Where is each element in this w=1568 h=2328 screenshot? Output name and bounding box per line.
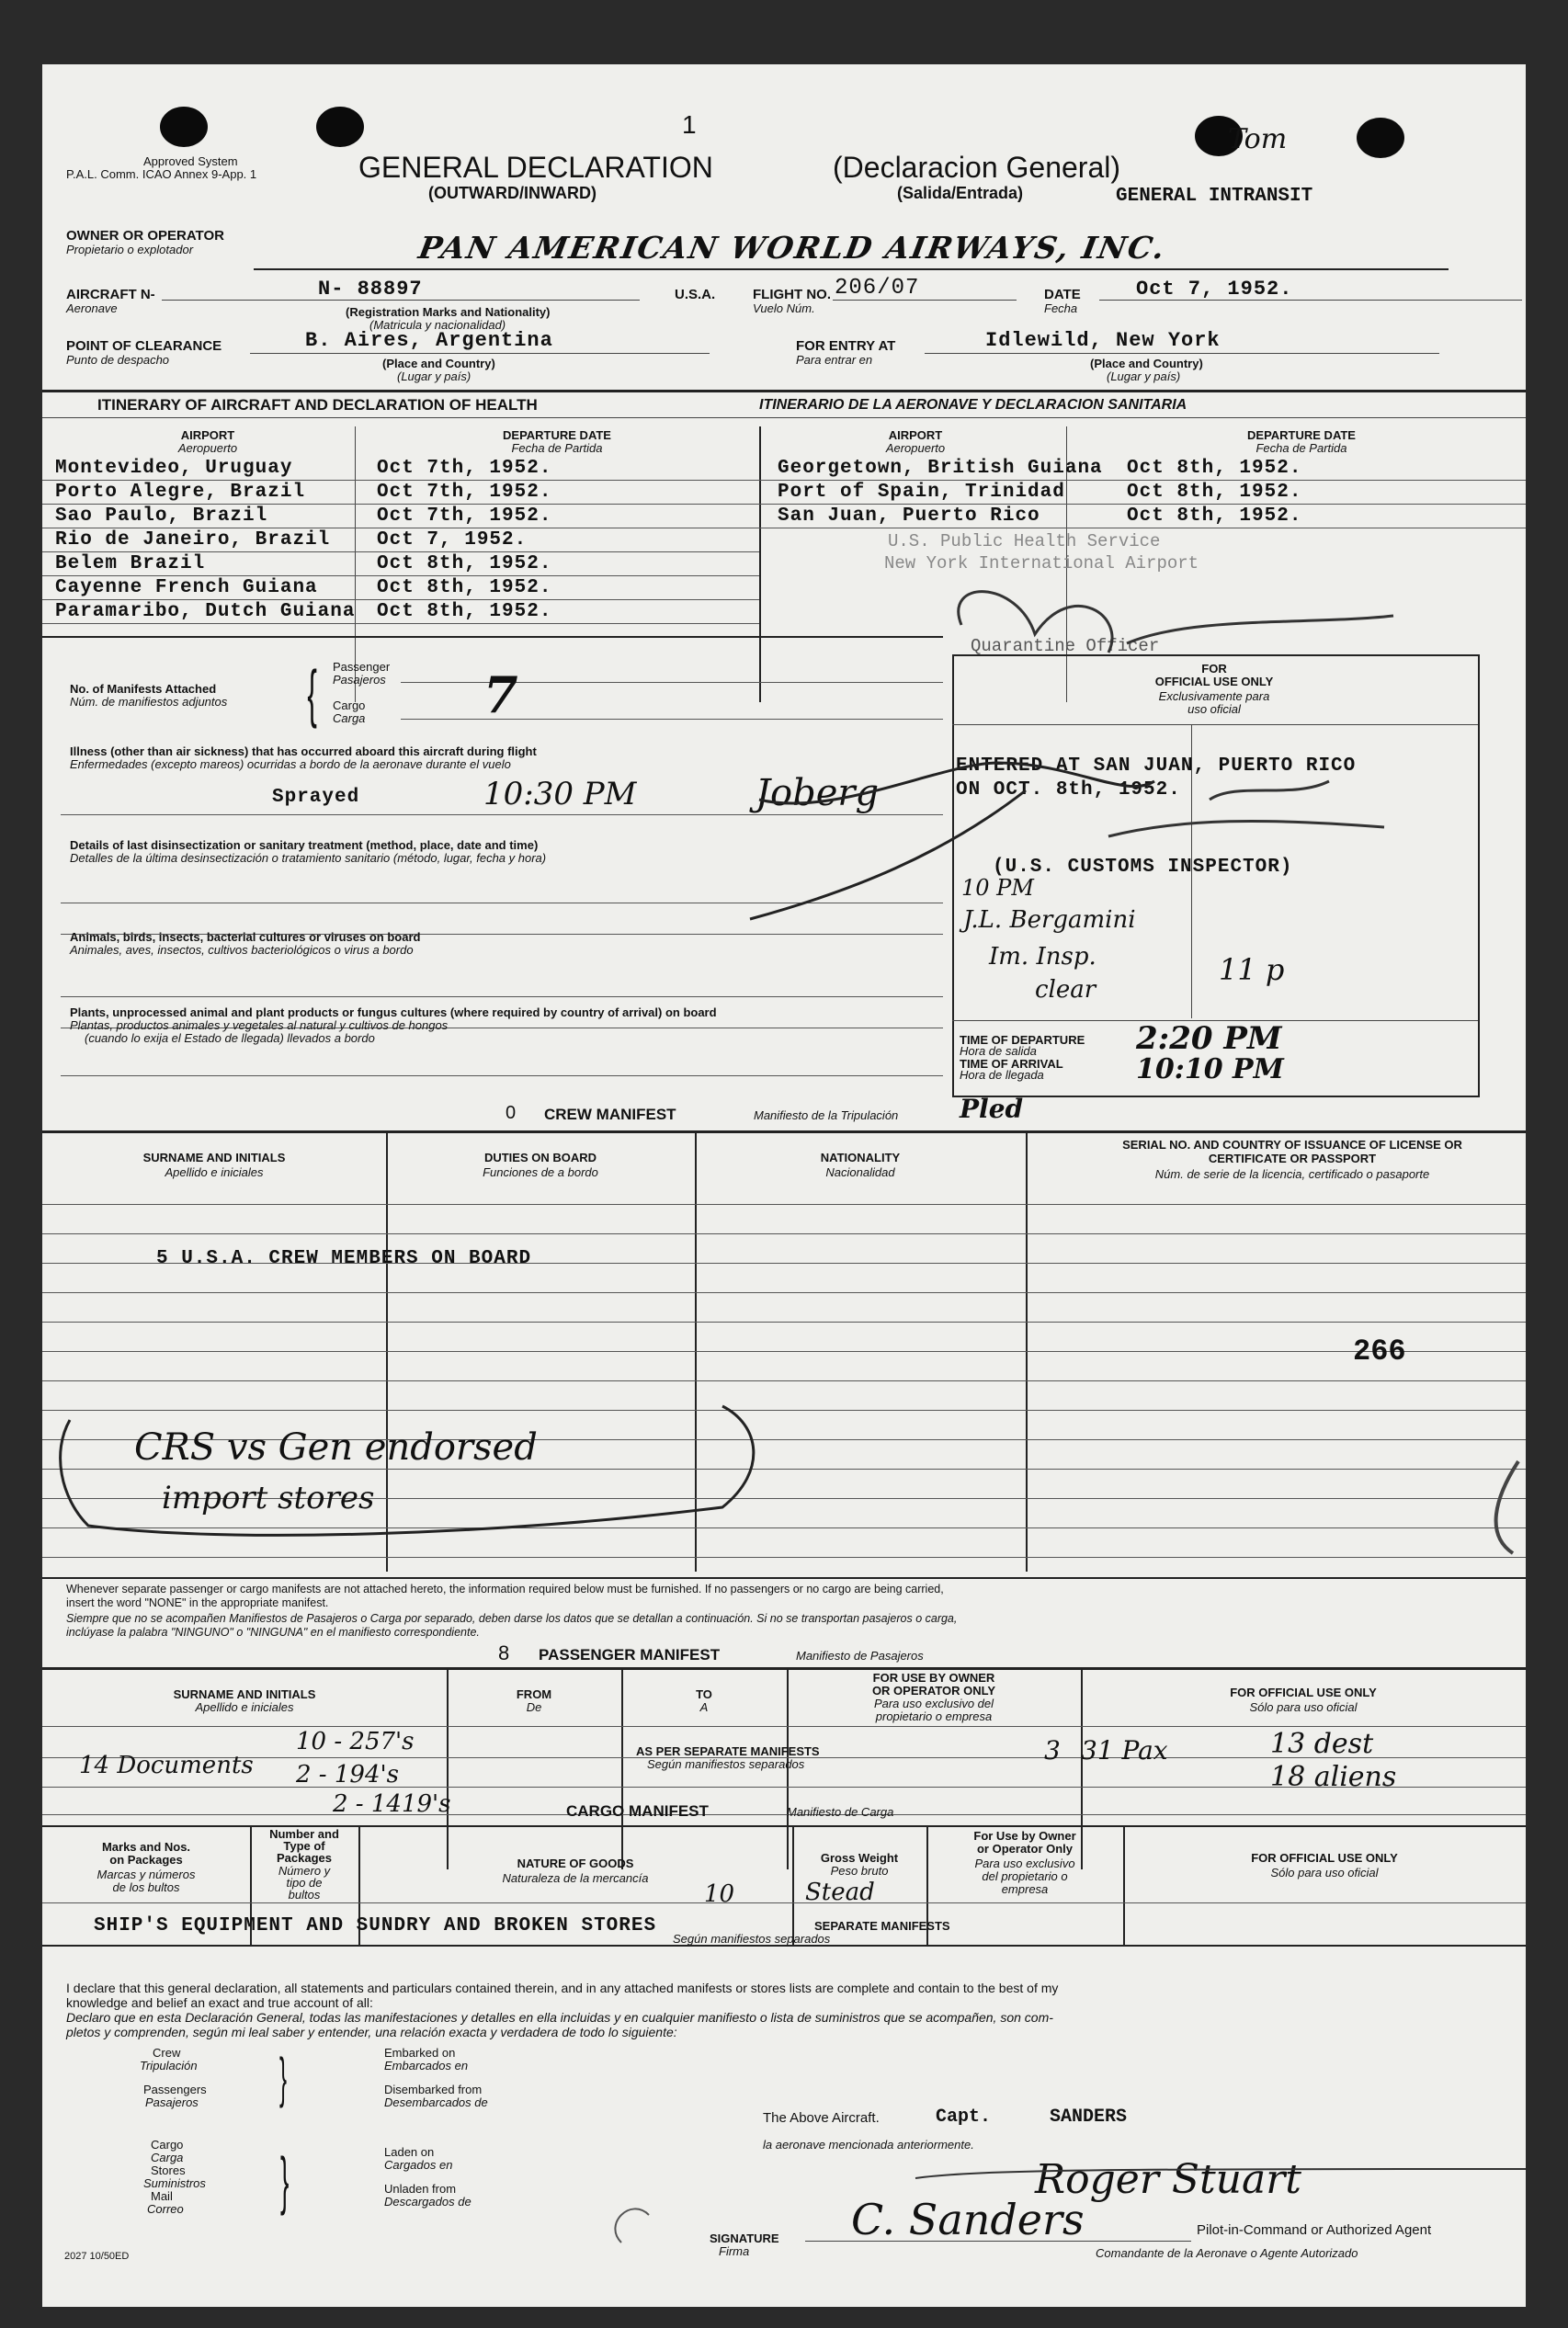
general-intransit: GENERAL INTRANSIT <box>1116 186 1313 207</box>
entered-on-stamp: ON OCT. 8th, 1952. <box>956 779 1181 801</box>
passenger-col-official-es: Sólo para uso oficial <box>1249 1700 1358 1714</box>
sprayed-note: Sprayed <box>272 787 360 808</box>
entry-point: Idlewild, New York <box>985 329 1221 352</box>
cargo-col-marks-es-2: de los bultos <box>112 1880 180 1894</box>
itinerary-right-date-3: Oct 8th, 1952. <box>1127 505 1302 527</box>
official-title-es-1: Exclusivamente para <box>1158 689 1270 703</box>
departure-time-label: TIME OF DEPARTURE <box>960 1033 1085 1047</box>
itinerary-left-airport-6: Cayenne French Guiana <box>55 577 318 598</box>
flight-no-label-es: Vuelo Núm. <box>753 301 815 315</box>
cargo-col-weight: Gross Weight <box>820 1851 899 1865</box>
passenger-col-owner-2: OR OPERATOR ONLY <box>871 1684 996 1698</box>
cargo-col-marks-es-1: Marcas y números <box>97 1868 196 1881</box>
cargo-col-owner-es-2: del propietario o <box>982 1869 1068 1883</box>
ink-strokes <box>42 64 1526 2307</box>
itinerary-left-airport-4: Rio de Janeiro, Brazil <box>55 529 331 551</box>
passenger-hand-3: 2 - 194's <box>296 1761 399 1789</box>
official-hand-note-5: 11 p <box>1219 952 1285 987</box>
crew-manifest-title: CREW MANIFEST <box>544 1106 676 1123</box>
itinerary-right-date-2: Oct 8th, 1952. <box>1127 482 1302 503</box>
customs-inspector-stamp: (U.S. CUSTOMS INSPECTOR) <box>993 857 1293 878</box>
itinerary-left-date-1: Oct 7th, 1952. <box>377 458 552 479</box>
official-title-1: FOR <box>1201 662 1227 676</box>
crew-hand-note-1: CRS vs Gen endorsed <box>134 1426 538 1469</box>
disinsect-label-es: Detalles de la última desinsectización o tratamiento sanitario (método, lugar, fecha y hora) <box>70 851 547 865</box>
manifests-label-es: Núm. de manifiestos adjuntos <box>70 695 228 709</box>
cargo-manifest-title-es: Manifiesto de Carga <box>787 1805 894 1819</box>
passenger-col-surname: SURNAME AND INITIALS <box>173 1687 316 1701</box>
departure-time-label-es: Hora de salida <box>960 1044 1037 1058</box>
page-title-sub: (OUTWARD/INWARD) <box>428 184 597 202</box>
itinerary-right-date-1: Oct 8th, 1952. <box>1127 458 1302 479</box>
airport-col-label: AIRPORT <box>180 428 235 442</box>
point-of-clearance-label-es: Punto de despacho <box>66 353 170 367</box>
airport-col-label-right-es: Aeropuerto <box>885 441 946 455</box>
cargo-col-owner-es-1: Para uso exclusivo <box>974 1857 1075 1870</box>
departure-col-label: DEPARTURE DATE <box>503 428 611 442</box>
animals-label-es: Animales, aves, insectos, cultivos bacteriológicos o virus a bordo <box>70 943 414 957</box>
passenger-label: Passenger <box>333 660 391 674</box>
decl-unladen-es: Descargados de <box>384 2195 472 2209</box>
entry-label-es: Para entrar en <box>796 353 873 367</box>
passenger-col-owner-es-2: propietario o empresa <box>875 1709 993 1723</box>
signature-sanders: C. Sanders <box>851 2195 1085 2244</box>
decl-disembarked: Disembarked from <box>384 2083 483 2096</box>
page-title-es: (Declaracion General) <box>833 151 1121 184</box>
itinerary-left-airport-3: Sao Paulo, Brazil <box>55 505 268 527</box>
signature-roger-stuart: Roger Stuart <box>1035 2156 1301 2203</box>
cargo-col-official: FOR OFFICIAL USE ONLY <box>1251 1851 1398 1865</box>
decl-stores-es: Suministros <box>143 2176 206 2190</box>
arrival-time: 10:10 PM <box>1136 1053 1284 1085</box>
disinsect-label: Details of last disinsectization or sanitary treatment (method, place, date and time) <box>70 838 539 852</box>
cargo-col-owner-es-3: empresa <box>1001 1882 1049 1896</box>
captain-name: SANDERS <box>1050 2107 1128 2128</box>
decl-embarked-es: Embarcados en <box>384 2059 469 2072</box>
cargo-typed-entry: SHIP'S EQUIPMENT AND SUNDRY AND BROKEN STORES <box>94 1915 657 1936</box>
entry-label: FOR ENTRY AT <box>796 338 896 354</box>
health-stamp-line-2: New York International Airport <box>884 553 1199 573</box>
official-hand-note-1: 10 PM <box>961 875 1034 901</box>
owner-value: PAN AMERICAN WORLD AIRWAYS, INC. <box>415 230 1169 266</box>
cargo-col-marks-2: on Packages <box>109 1853 183 1867</box>
page-title: GENERAL DECLARATION <box>358 151 713 184</box>
entry-place-caption: (Place and Country) <box>1090 357 1203 370</box>
decl-mail-es: Correo <box>147 2202 184 2216</box>
crew-col-duties-es: Funciones de a bordo <box>483 1165 598 1179</box>
declaration-text-1: I declare that this general declaration, all statements and particulars contained therein, and in any attached manifests or stores lists are complete and contain to the best of my <box>66 1981 1059 1995</box>
notice-line-4: inclúyase la palabra "NINGUNO" o "NINGUNA" en el manifiesto correspondiente. <box>66 1626 480 1639</box>
itinerary-left-date-4: Oct 7, 1952. <box>377 529 528 551</box>
passenger-col-surname-es: Apellido e iniciales <box>195 1700 294 1714</box>
itinerary-left-date-2: Oct 7th, 1952. <box>377 482 552 503</box>
aircraft-label: AIRCRAFT N- <box>66 287 155 302</box>
approved-system-label: Approved System <box>143 154 238 168</box>
plants-label-es: Plantas, productos animales y vegetales al natural y cultivos de hongos <box>70 1018 449 1032</box>
manifests-label: No. of Manifests Attached <box>70 682 217 696</box>
crew-col-serial-es: Núm. de serie de la licencia, certificado o pasaporte <box>1154 1167 1430 1181</box>
usa-label: U.S.A. <box>675 287 716 302</box>
cargo-col-number-2: Type of <box>283 1839 325 1853</box>
cargo-col-owner-1: For Use by Owner <box>973 1829 1076 1843</box>
approved-annex-label: P.A.L. Comm. ICAO Annex 9-App. 1 <box>66 167 257 181</box>
itinerary-right-airport-2: Port of Spain, Trinidad <box>778 482 1065 503</box>
passenger-pax: 31 Pax <box>1081 1735 1168 1766</box>
decl-disembarked-es: Desembarcados de <box>384 2095 488 2109</box>
itinerary-left-date-3: Oct 7th, 1952. <box>377 505 552 527</box>
itinerary-left-date-5: Oct 8th, 1952. <box>377 553 552 574</box>
itinerary-right-airport-1: Georgetown, British Guiana <box>778 458 1103 479</box>
place-caption-es: (Lugar y país) <box>397 369 472 383</box>
cargo-separate-tail-es: Según manifiestos separados <box>673 1932 831 1946</box>
health-stamp-line-1: U.S. Public Health Service <box>888 531 1161 551</box>
cargo-label-es: Carga <box>333 711 366 725</box>
general-declaration-form: 1 Approved System P.A.L. Comm. ICAO Annex 9-App. 1 GENERAL DECLARATION (OUTWARD/INWARD) (Declaracion General) (Salida/Entrada) GENERAL INTRANSIT Tom OWNER OR OPERATOR Propietario o explotador PAN AMERICAN WORLD AIRWAYS, INC. AIRCRAFT N- Aeronave N- 88897 (Registration Marks and Nationality) (Matricula y nacionalidad) U.S.A. FLIGHT NO. Vuelo Núm. 206/07 DATE Fecha Oct 7, 1952. POINT OF CLEARANCE Punto de despacho B. Aires, Argentina (Place and Country) (Lugar y país) FOR ENTRY AT Para entrar en Idlewild, New York (Place and Country) (Lugar y país) ITINERARY OF AIRCRAFT AND DECLARATION OF HEALTH ITINERARIO DE LA AERONAVE Y DECLARACION SANITARIA AIRPORT Aeropuerto DEPARTURE DATE Fecha de Partida AIRPORT Aeropuerto DEPARTURE DATE Fecha de Partida Montevideo, Uruguay Oct 7th, 1952. Porto Alegre, Brazil Oct 7th, 1952. Sao Paulo, Brazil Oct 7th, 1952. Rio de Janeiro, Brazil Oct 7, 1952. Belem Brazil Oct 8th, 1952. Cayenne French Guiana Oct 8th, 1952. Paramaribo, Dutch Guiana Oct 8th, 1952. Georgetown, British Guiana Oct 8th, 1952. Port of Spain, Trinidad Oct 8th, 1952. San Juan, Puerto Rico Oct 8th, 1952. U.S. Public Health Service New York International Airport Quarantine Officer No. of Manifests Attached Núm. de manifiestos adjuntos { Passenger Pasajeros Cargo Carga 7 Illness (other than air sickness) that has occurred aboard this aircraft during flight Enfermedades (excepto mareos) ocurridas a bordo de la aeronave durante el vuelo Sprayed 10:30 PM Joberg Details of last disinsectization or sanitary treatment (method, place, date and time) Detalles de la última desinsectización o tratamiento sanitario (método, lugar, fecha y hora) Animals, birds, insects, bacterial cultures or viruses on board Animales, aves, insectos, cultivos bacteriológicos o virus a bordo Plants, unprocessed animal and plant products or fungus cultures (where required by country of arrival) on board Plantas, productos animales y vegetales al natural y cultivos de hongos (cuando lo exija el Estado de llegada) llevados a bordo FOR OFFICIAL USE ONLY Exclusivamente para uso oficial ENTERED AT SAN JUAN, PUERTO RICO ON OCT. 8th, 1952. (U.S. CUSTOMS INSPECTOR) 10 PM J.L. Bergamini Im. Insp. clear 11 p TIME OF DEPARTURE Hora de salida TIME OF ARRIVAL Hora de llegada 2:20 PM 10:10 PM 0 CREW MANIFEST Manifiesto de la Tripulación Pled SURNAME AND INITIALS Apellido e iniciales DUTIES ON BOARD Funciones de a bordo NATIONALITY Nacionalidad SERIAL NO. AND COUNTRY OF ISSUANCE OF LICENSE OR CERTIFICATE OR PASSPORT Núm. de serie de la licencia, certificado o pasaporte 5 U.S.A. CREW MEMBERS ON BOARD 266 CRS vs Gen endorsed import stores Whenever separate passenger or cargo manifests are not attached hereto, the information required below must be furnished. If no passengers or no cargo are being carried, insert the word "NONE" in the appropriate manifest. Siempre que no se acompañen Manifiestos de Pasajeros o Carga por separado, deben darse los datos que se detallan a continuación. Si no se transportan pasajeros o carga, inclúyase la palabra "NINGUNO" o "NINGUNA" en el manifiesto correspondiente. 8 PASSENGER MANIFEST Manifiesto de Pasajeros SURNAME AND INITIALS Apellido e iniciales FROM De TO A FOR USE BY OWNER OR OPERATOR ONLY Para uso exclusivo del propietario o empresa FOR OFFICIAL USE ONLY Sólo para uso oficial 14 Documents 10 - 257's 2 - 194's 2 - 1419's AS PER SEPARATE MANIFESTS Según manifiestos separados 3 31 Pax 13 dest 18 aliens CARGO MANIFEST Manifiesto de Carga Marks and Nos. on Packages Marcas y números de los bultos Number and Type of Packages Número y tipo de bultos NATURE OF GOODS Naturaleza de la mercancía Gross Weight Peso bruto For Use by Owner or Operator Only Para uso exclusivo del propietario o empresa FOR OFFICIAL USE ONLY Sólo para uso oficial 10 Stead SHIP'S EQUIPMENT AND SUNDRY AND BROKEN STORES SEPARATE MANIFESTS Según manifiestos separados I declare that this general declaration, all statements and particulars contained therein, and in any attached manifests or stores lists are complete and contain to the best of my knowledge and belief an exact and true account of all: Declaro que en esta Declaración General, todas las manifestaciones y detalles en ella incluidas y en cualquier manifiesto o lista de suministros que se acompañen, son com- pletos y comprenden, según mi leal saber y entender, una relación exacta y verdadera de todo lo siguiente: Crew Tripulación Passengers Pasajeros } Embarked on Embarcados en Disembarked from Desembarcados de Cargo Carga Stores Suministros Mail Correo } Laden on Cargados en Unladen from Descargados de The Above Aircraft. Capt. SANDERS la aeronave mencionada anteriormente. Roger Stuart C. Sanders SIGNATURE Firma Pilot-in-Command or Authorized Agent Comandante de la Aeronave o Agente Autorizado 2027 10/50ED <box>42 64 1526 2307</box>
cargo-col-marks-1: Marks and Nos. <box>101 1840 191 1854</box>
decl-laden-es: Cargados en <box>384 2158 453 2172</box>
passenger-hand-1: 14 Documents <box>79 1752 254 1779</box>
itinerary-left-date-7: Oct 8th, 1952. <box>377 601 552 622</box>
page-title-es-sub: (Salida/Entrada) <box>897 184 1024 202</box>
point-of-clearance: B. Aires, Argentina <box>305 329 553 352</box>
crew-hand-note: Pled <box>960 1094 1024 1124</box>
arrival-time-label-es: Hora de llegada <box>960 1068 1044 1082</box>
passenger-separate-es: Según manifiestos separados <box>647 1757 805 1771</box>
cargo-separate-tail: SEPARATE MANIFESTS <box>814 1919 950 1933</box>
owner-label: OWNER OR OPERATOR <box>66 228 224 244</box>
official-hand-note-2: J.L. Bergamini <box>963 906 1136 934</box>
notice-line-1: Whenever separate passenger or cargo manifests are not attached hereto, the information required below must be furnished. If no passengers or no cargo are being carried, <box>66 1583 944 1596</box>
flight-number: 206/07 <box>835 276 920 301</box>
passenger-col-owner-1: FOR USE BY OWNER <box>872 1671 995 1685</box>
passenger-hand-6: 18 aliens <box>1270 1761 1397 1793</box>
cargo-hand-2: Stead <box>805 1879 875 1906</box>
airport-col-label-right: AIRPORT <box>888 428 943 442</box>
departure-time: 2:20 PM <box>1136 1020 1282 1057</box>
plants-label-es-2: (cuando lo exija el Estado de llegada) llevados a bordo <box>85 1031 375 1045</box>
sprayed-time: 10:30 PM <box>483 776 637 812</box>
pilot-in-command-es: Comandante de la Aeronave o Agente Autorizado <box>1096 2246 1358 2260</box>
decl-embarked: Embarked on <box>384 2046 456 2060</box>
aircraft-label-es: Aeronave <box>66 301 118 315</box>
point-of-clearance-label: POINT OF CLEARANCE <box>66 338 222 354</box>
itinerary-left-airport-5: Belem Brazil <box>55 553 206 574</box>
official-hand-note-4: clear <box>1035 976 1096 1004</box>
entered-stamp: ENTERED AT SAN JUAN, PUERTO RICO <box>956 755 1357 777</box>
itinerary-title-es: ITINERARIO DE LA AERONAVE Y DECLARACION SANITARIA <box>759 397 1187 413</box>
sprayed-signature: Joberg <box>756 772 880 814</box>
crew-manifest-title-es: Manifiesto de la Tripulación <box>754 1108 899 1122</box>
crew-count: 0 <box>506 1103 517 1123</box>
itinerary-left-airport-2: Porto Alegre, Brazil <box>55 482 306 503</box>
form-number: 2027 10/50ED <box>64 2251 130 2262</box>
plants-label: Plants, unprocessed animal and plant products or fungus cultures (where required by country of arrival) on board <box>70 1005 717 1019</box>
decl-laden: Laden on <box>384 2145 435 2159</box>
cargo-col-official-es: Sólo para uso oficial <box>1270 1866 1379 1879</box>
signature-label: SIGNATURE <box>710 2231 779 2245</box>
decl-passengers: Passengers <box>143 2083 207 2096</box>
airport-col-label-es: Aeropuerto <box>177 441 238 455</box>
declaration-text-2: knowledge and belief an exact and true account of all: <box>66 1995 373 2010</box>
cargo-col-number-3: Packages <box>277 1851 332 1865</box>
crew-stamp-number: 266 <box>1353 1334 1406 1368</box>
decl-stores: Stores <box>151 2163 186 2177</box>
departure-col-label-es: Fecha de Partida <box>511 441 603 455</box>
passenger-col-official: FOR OFFICIAL USE ONLY <box>1230 1686 1377 1699</box>
cargo-col-number-1: Number and <box>269 1827 339 1841</box>
declaration-text-3: Declaro que en esta Declaración General, todas las manifestaciones y detalles en ella incluidas y en cualquier manifiesto o lista de suministros que se acompañen, son com- <box>66 2010 1053 2025</box>
manifests-count: 7 <box>483 665 518 724</box>
passenger-separate: AS PER SEPARATE MANIFESTS <box>636 1744 820 1758</box>
itinerary-left-airport-1: Montevideo, Uruguay <box>55 458 293 479</box>
cargo-col-number-es-2: tipo de <box>286 1876 323 1890</box>
aircraft-registration: N- 88897 <box>318 278 423 301</box>
itinerary-left-date-6: Oct 8th, 1952. <box>377 577 552 598</box>
above-aircraft-es: la aeronave mencionada anteriormente. <box>763 2138 974 2152</box>
official-title-2: OFFICIAL USE ONLY <box>1154 675 1274 688</box>
crew-col-surname: SURNAME AND INITIALS <box>142 1151 286 1164</box>
crew-col-nationality-es: Nacionalidad <box>825 1165 895 1179</box>
decl-cargo-es: Carga <box>151 2151 184 2164</box>
departure-col-label-right-es: Fecha de Partida <box>1256 441 1347 455</box>
passenger-count: 8 <box>498 1641 510 1664</box>
captain-label: Capt. <box>936 2107 992 2128</box>
passenger-manifest-title: PASSENGER MANIFEST <box>539 1646 721 1664</box>
itinerary-title: ITINERARY OF AIRCRAFT AND DECLARATION OF HEALTH <box>97 396 538 414</box>
notice-line-2: insert the word "NONE" in the appropriate manifest. <box>66 1596 329 1609</box>
date-label: DATE <box>1044 287 1081 302</box>
passenger-col-to-es: A <box>699 1700 709 1714</box>
flight-date: Oct 7, 1952. <box>1136 278 1293 301</box>
official-title-es-2: uso oficial <box>1187 702 1241 716</box>
crew-hand-note-2: import stores <box>162 1480 375 1516</box>
entry-place-caption-es: (Lugar y país) <box>1107 369 1181 383</box>
health-stamp-line-3: Quarantine Officer <box>971 636 1160 656</box>
crew-col-nationality: NATIONALITY <box>820 1151 901 1164</box>
page-mark: 1 <box>682 110 697 139</box>
decl-crew-es: Tripulación <box>140 2059 198 2072</box>
crew-col-surname-es: Apellido e iniciales <box>165 1165 264 1179</box>
declaration-text-4: pletos y comprenden, según mi leal saber y entender, una relación exacta y verdadera de todo lo siguiente: <box>66 2025 677 2039</box>
animals-label: Animals, birds, insects, bacterial cultures or viruses on board <box>70 930 421 944</box>
arrival-time-label: TIME OF ARRIVAL <box>960 1057 1063 1071</box>
illness-label: Illness (other than air sickness) that has occurred aboard this aircraft during flight <box>70 744 537 758</box>
decl-crew: Crew <box>153 2046 181 2060</box>
cargo-col-owner-2: or Operator Only <box>976 1842 1074 1856</box>
handwritten-top-note: Tom <box>1228 123 1288 155</box>
crew-on-board: 5 U.S.A. CREW MEMBERS ON BOARD <box>156 1248 532 1269</box>
registration-caption: (Registration Marks and Nationality) <box>346 305 551 319</box>
above-aircraft: The Above Aircraft. <box>763 2110 880 2126</box>
cargo-col-goods-es: Naturaleza de la mercancía <box>502 1871 649 1885</box>
decl-mail: Mail <box>151 2189 173 2203</box>
date-label-es: Fecha <box>1044 301 1078 315</box>
passenger-manifest-title-es: Manifiesto de Pasajeros <box>796 1649 924 1663</box>
cargo-col-goods: NATURE OF GOODS <box>517 1857 634 1870</box>
passenger-col-from: FROM <box>516 1687 552 1701</box>
itinerary-left-airport-7: Paramaribo, Dutch Guiana <box>55 601 356 622</box>
cargo-col-weight-es: Peso bruto <box>830 1864 889 1878</box>
owner-label-es: Propietario o explotador <box>66 243 194 256</box>
illness-label-es: Enfermedades (excepto mareos) ocurridas a bordo de la aeronave durante el vuelo <box>70 757 511 771</box>
flight-no-label: FLIGHT NO. <box>753 287 831 302</box>
passenger-col-to: TO <box>696 1687 712 1701</box>
signature-label-es: Firma <box>719 2244 750 2258</box>
place-caption: (Place and Country) <box>382 357 495 370</box>
notice-line-3: Siempre que no se acompañen Manifiestos de Pasajeros o Carga por separado, deben darse los datos que se detallan a continuación. Si no se transportan pasajeros o carga, <box>66 1612 958 1625</box>
passenger-col-from-es: De <box>526 1700 542 1714</box>
decl-passengers-es: Pasajeros <box>145 2095 199 2109</box>
departure-col-label-right: DEPARTURE DATE <box>1247 428 1356 442</box>
passenger-hand-2: 10 - 257's <box>296 1728 415 1755</box>
cargo-manifest-title: CARGO MANIFEST <box>566 1802 709 1820</box>
pilot-in-command: Pilot-in-Command or Authorized Agent <box>1197 2222 1432 2238</box>
passenger-hand-4: 2 - 1419's <box>333 1790 451 1818</box>
decl-cargo: Cargo <box>151 2138 184 2152</box>
cargo-label: Cargo <box>333 698 366 712</box>
crew-col-duties: DUTIES ON BOARD <box>483 1151 597 1164</box>
cargo-col-number-es-3: bultos <box>288 1888 321 1902</box>
registration-caption-es: (Matricula y nacionalidad) <box>369 318 506 332</box>
official-hand-note-3: Im. Insp. <box>989 943 1096 971</box>
cargo-col-number-es-1: Número y <box>278 1864 331 1878</box>
passenger-col-owner-es-1: Para uso exclusivo del <box>873 1697 994 1710</box>
itinerary-right-airport-3: San Juan, Puerto Rico <box>778 505 1040 527</box>
passenger-owner-value: 3 <box>1044 1735 1061 1766</box>
cargo-hand-1: 10 <box>704 1880 735 1908</box>
decl-unladen: Unladen from <box>384 2182 457 2196</box>
crew-col-serial: SERIAL NO. AND COUNTRY OF ISSUANCE OF LICENSE OR CERTIFICATE OR PASSPORT <box>1122 1138 1462 1165</box>
passenger-label-es: Pasajeros <box>333 673 386 687</box>
passenger-hand-5: 13 dest <box>1270 1728 1374 1760</box>
